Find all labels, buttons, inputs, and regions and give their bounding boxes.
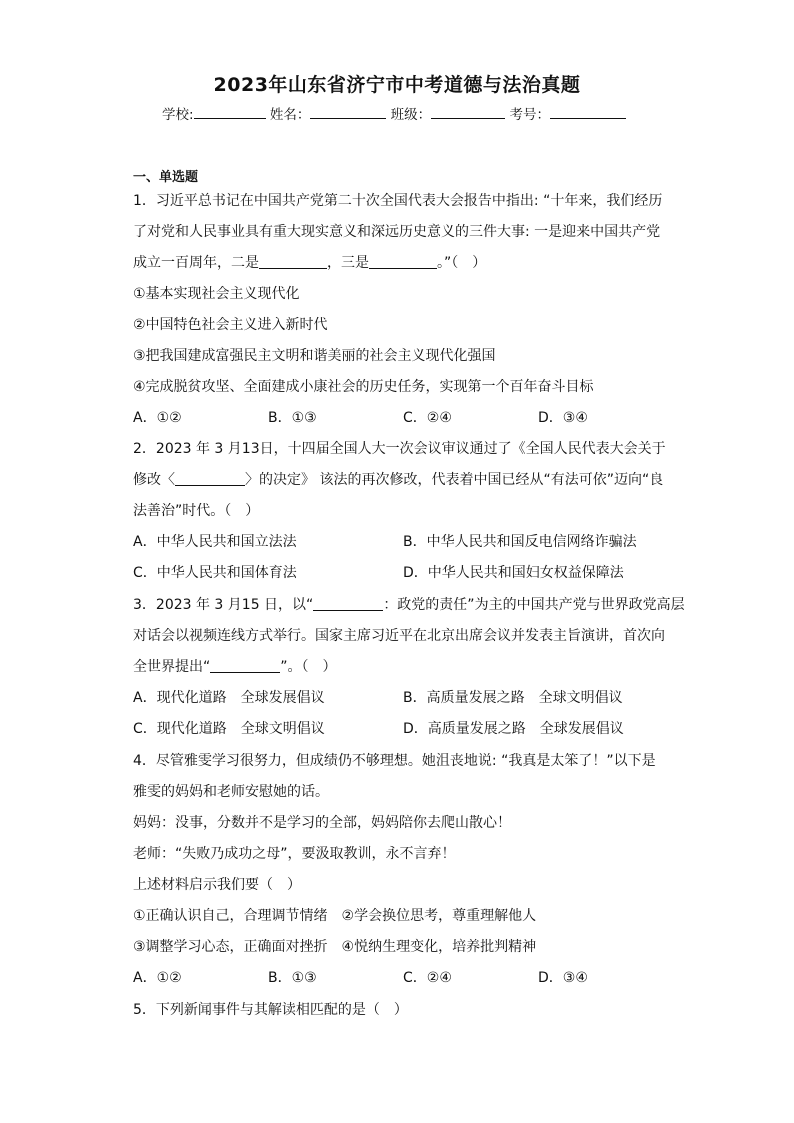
question-text: 法善治”时代。（ ）	[133, 503, 260, 519]
exam-number-label: 考号：	[509, 107, 550, 123]
fill-blank	[210, 654, 280, 673]
option-c[interactable]: C．②④	[403, 970, 452, 986]
options-row	[133, 683, 673, 714]
question-text: 老师：“失败乃成功之母”，要汲取教训，永不言弃！	[133, 846, 456, 862]
name-label: 姓名：	[269, 107, 311, 123]
option-a[interactable]: A．现代化道路 全球发展倡议	[133, 690, 325, 706]
question-text: 妈妈：没事，分数并不是学习的全部，妈妈陪你去爬山散心！	[133, 815, 511, 831]
statement: ①基本实现社会主义现代化	[133, 286, 300, 302]
question-text: 对话会以视频连线方式举行。国家主席习近平在北京出席会议并发表主旨演讲，首次向	[133, 628, 665, 644]
question-text: 全世界提出“ ”。（ ）	[133, 652, 673, 683]
section-heading: 一、单选题	[133, 170, 199, 185]
fill-blank	[259, 250, 327, 269]
option-a[interactable]: A．①②	[133, 410, 182, 426]
option-a[interactable]: A．①②	[133, 970, 182, 986]
question-3	[133, 590, 685, 745]
option-c[interactable]: C．现代化道路 全球文明倡议	[133, 721, 325, 737]
option-d[interactable]: D．高质量发展之路 全球发展倡议	[403, 721, 624, 737]
question-2	[133, 434, 673, 589]
statement: ②中国特色社会主义进入新时代	[133, 317, 328, 333]
exam-number-blank[interactable]	[550, 104, 626, 119]
fill-blank	[175, 467, 245, 486]
school-blank[interactable]	[194, 104, 266, 119]
question-text: 上述材料启示我们要（ ）	[133, 877, 301, 893]
question-text: 1．习近平总书记在中国共产党第二十次全国代表大会报告中指出: “十年来，我们经历	[133, 193, 663, 209]
options-row	[133, 963, 673, 994]
statement: ③调整学习心态，正确面对挫折 ④悦纳生理变化，培养批判精神	[133, 939, 537, 955]
class-label: 班级：	[390, 107, 432, 123]
option-b[interactable]: B．①③	[268, 970, 317, 986]
question-text: 3．2023 年 3 月15 日，以“ ：政党的责任”为主的中国共产党与世界政党高层	[133, 590, 673, 621]
question-text: 2．2023 年 3 月13日，十四届全国人大一次会议审议通过了《全国人民代表大会关于	[133, 441, 666, 457]
option-d[interactable]: D．中华人民共和国妇女权益保障法	[403, 565, 624, 581]
question-text: 成立一百周年，二是 ，三是 。”（ ）	[133, 248, 673, 279]
question-text: 4．尽管雅雯学习很努力，但成绩仍不够理想。她沮丧地说: “我真是太笨了！”以下是	[133, 753, 656, 769]
options-row	[133, 403, 673, 434]
options-row	[133, 558, 673, 589]
name-blank[interactable]	[310, 104, 386, 119]
options-row	[133, 527, 673, 558]
question-text: 雅雯的妈妈和老师安慰她的话。	[133, 784, 329, 800]
class-blank[interactable]	[431, 104, 505, 119]
option-d[interactable]: D．③④	[538, 410, 588, 426]
options-row	[133, 714, 673, 745]
option-b[interactable]: B．中华人民共和国反电信网络诈骗法	[403, 534, 637, 550]
fill-blank	[369, 250, 437, 269]
statement: ④完成脱贫攻坚、全面建成小康社会的历史任务，实现第一个百年奋斗目标	[133, 379, 594, 395]
option-b[interactable]: B．①③	[268, 410, 317, 426]
question-5	[133, 995, 673, 1026]
question-text: 了对党和人民事业具有重大现实意义和深远历史意义的三件大事: 一是迎来中国共产党	[133, 224, 661, 240]
fill-blank	[313, 592, 383, 611]
option-d[interactable]: D．③④	[538, 970, 588, 986]
question-text: 修改〈 〉的决定》 该法的再次修改，代表着中国已经从“有法可依”迈向“良	[133, 465, 673, 496]
statement: ①正确认识自己，合理调节情绪 ②学会换位思考，尊重理解他人	[133, 908, 537, 924]
option-c[interactable]: C．②④	[403, 410, 452, 426]
question-4	[133, 746, 673, 994]
option-a[interactable]: A．中华人民共和国立法法	[133, 534, 297, 550]
question-1	[133, 186, 673, 434]
option-c[interactable]: C．中华人民共和国体育法	[133, 565, 297, 581]
question-text: 5．下列新闻事件与其解读相匹配的是（ ）	[133, 1002, 408, 1018]
statement: ③把我国建成富强民主文明和谐美丽的社会主义现代化强国	[133, 348, 496, 364]
student-info-row	[162, 103, 642, 123]
school-label: 学校:	[162, 107, 194, 123]
page-title: 2023年山东省济宁市中考道德与法治真题	[213, 74, 581, 96]
option-b[interactable]: B．高质量发展之路 全球文明倡议	[403, 690, 623, 706]
